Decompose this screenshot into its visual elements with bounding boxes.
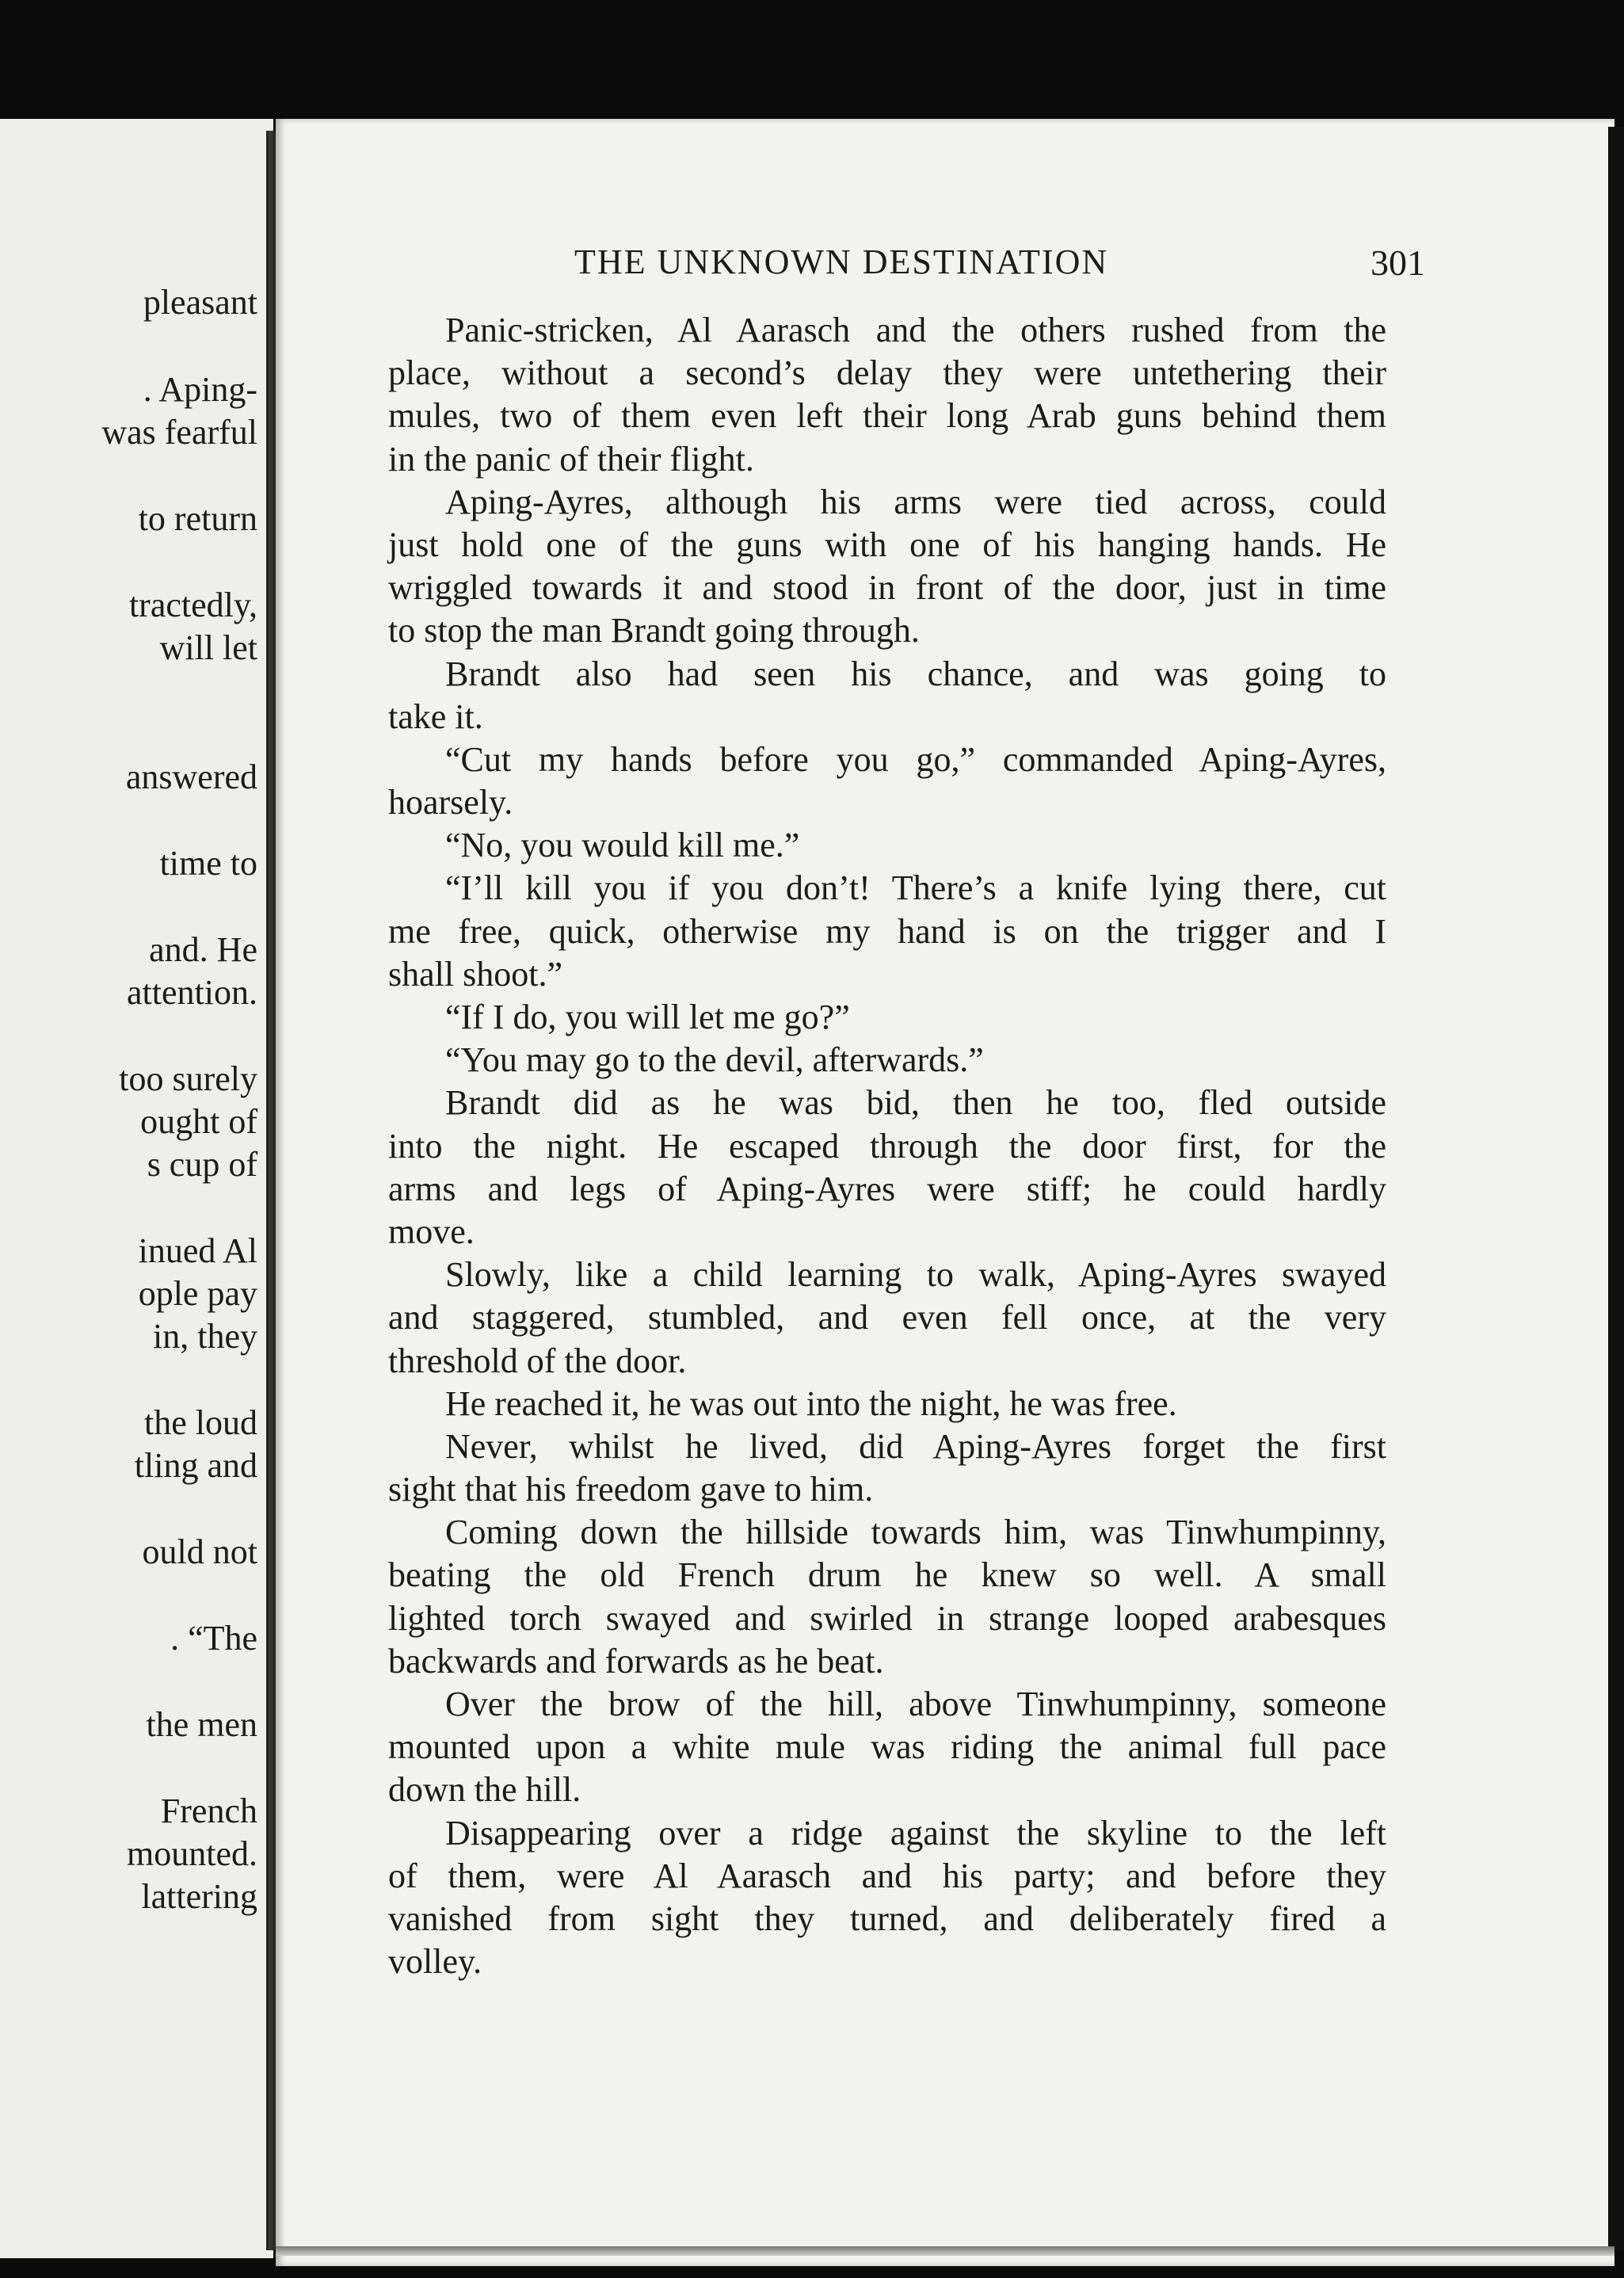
text-line: Aping-Ayres, although his arms were tied across, could <box>445 482 1386 521</box>
text-line: Brandt also had seen his chance, and was going to <box>445 654 1386 693</box>
text-line: threshold of the door. <box>388 1341 687 1380</box>
page-edge-shadow <box>1608 127 1624 2250</box>
left-page-line: in, they <box>153 1317 257 1356</box>
text-line: sight that his freedom gave to him. <box>388 1470 874 1509</box>
text-line: place, without a second’s delay they were untethering their <box>388 353 1386 393</box>
text-line: arms and legs of Aping-Ayres were stiff; he could hardly <box>388 1169 1386 1208</box>
text-line: mounted upon a white mule was riding the animal full pace <box>388 1727 1386 1767</box>
left-page-line: pleasant <box>143 283 257 322</box>
body-text <box>388 309 1386 1983</box>
left-page-line: and. He <box>149 930 257 969</box>
text-line: mules, two of them even left their long Arab guns behind them <box>388 396 1386 436</box>
text-line: “I’ll kill you if you don’t! There’s a knife lying there, cut <box>445 868 1386 908</box>
left-page-line: ople pay <box>138 1274 257 1313</box>
left-page-line: to return <box>138 499 257 538</box>
left-page-line: ought of <box>140 1102 257 1141</box>
text-line: move. <box>388 1211 475 1251</box>
text-line: Brandt did as he was bid, then he too, fled outside <box>445 1083 1386 1123</box>
text-line: “If I do, you will let me go?” <box>445 998 850 1036</box>
left-page-line: tling and <box>134 1446 257 1485</box>
text-line: wriggled towards it and stood in front of the door, just in time <box>388 568 1386 608</box>
text-line: into the night. He escaped through the door first, for the <box>388 1126 1386 1166</box>
text-line: He reached it, he was out into the night, he was free. <box>445 1383 1177 1423</box>
text-line: “No, you would kill me.” <box>445 826 800 865</box>
text-line: down the hill. <box>388 1770 581 1810</box>
left-page-line: answered <box>125 757 257 796</box>
left-page-line: lattering <box>141 1877 257 1916</box>
text-line: take it. <box>388 696 483 736</box>
text-line: just hold one of the guns with one of his hanging hands. He <box>388 525 1386 564</box>
running-head: THE UNKNOWN DESTINATION <box>574 242 1109 281</box>
text-line: Slowly, like a child learning to walk, Aping-Ayres swayed <box>445 1255 1386 1295</box>
text-line: vanished from sight they turned, and deliberately fired a <box>388 1898 1386 1938</box>
left-page-line: mounted. <box>127 1834 257 1873</box>
left-page-line: will let <box>159 628 257 667</box>
text-line: beating the old French drum he knew so well. A small <box>388 1555 1386 1595</box>
text-line: “Cut my hands before you go,” commanded Aping-Ayres, <box>445 739 1386 779</box>
left-page-line: . Aping- <box>143 370 257 409</box>
book-gutter <box>266 131 276 2250</box>
text-line: Panic-stricken, Al Aarasch and the others rushed from the <box>445 311 1386 349</box>
left-page-line: attention. <box>127 973 257 1012</box>
left-page <box>0 119 273 2258</box>
text-line: Over the brow of the hill, above Tinwhumpinny, someone <box>445 1685 1386 1723</box>
left-page-line: French <box>160 1791 257 1830</box>
text-line: and staggered, stumbled, and even fell once, at the very <box>388 1298 1386 1337</box>
text-line: volley. <box>388 1942 482 1982</box>
left-page-line: time to <box>159 844 257 883</box>
text-line: to stop the man Brandt going through. <box>388 611 920 651</box>
left-page-line: the men <box>146 1705 257 1744</box>
text-line: backwards and forwards as he beat. <box>388 1641 884 1681</box>
text-line: lighted torch swayed and swirled in strange looped arabesques <box>388 1598 1386 1638</box>
text-line: Disappearing over a ridge against the skyline to the left <box>445 1813 1386 1853</box>
page-number: 301 <box>1370 242 1425 283</box>
text-line: of them, were Al Aarasch and his party; and before they <box>388 1856 1386 1895</box>
left-page-line: tractedly, <box>128 586 257 624</box>
left-page-line: the loud <box>144 1403 257 1442</box>
left-page-line: . “The <box>170 1619 257 1658</box>
left-page-line: s cup of <box>147 1145 257 1184</box>
left-page-line: was fearful <box>101 413 257 452</box>
page-bottom-edge <box>276 2246 1614 2256</box>
text-line: in the panic of their flight. <box>388 439 754 479</box>
text-line: hoarsely. <box>388 783 513 822</box>
text-line: Never, whilst he lived, did Aping-Ayres forget the first <box>445 1426 1386 1466</box>
text-line: “You may go to the devil, afterwards.” <box>445 1040 984 1080</box>
left-page-line: too surely <box>119 1059 257 1098</box>
text-line: Coming down the hillside towards him, was Tinwhumpinny, <box>445 1513 1386 1552</box>
text-line: shall shoot.” <box>388 954 562 994</box>
left-page-line: ould not <box>142 1532 257 1571</box>
text-line: me free, quick, otherwise my hand is on the trigger and I <box>388 911 1386 951</box>
left-page-line: inued Al <box>138 1231 257 1270</box>
